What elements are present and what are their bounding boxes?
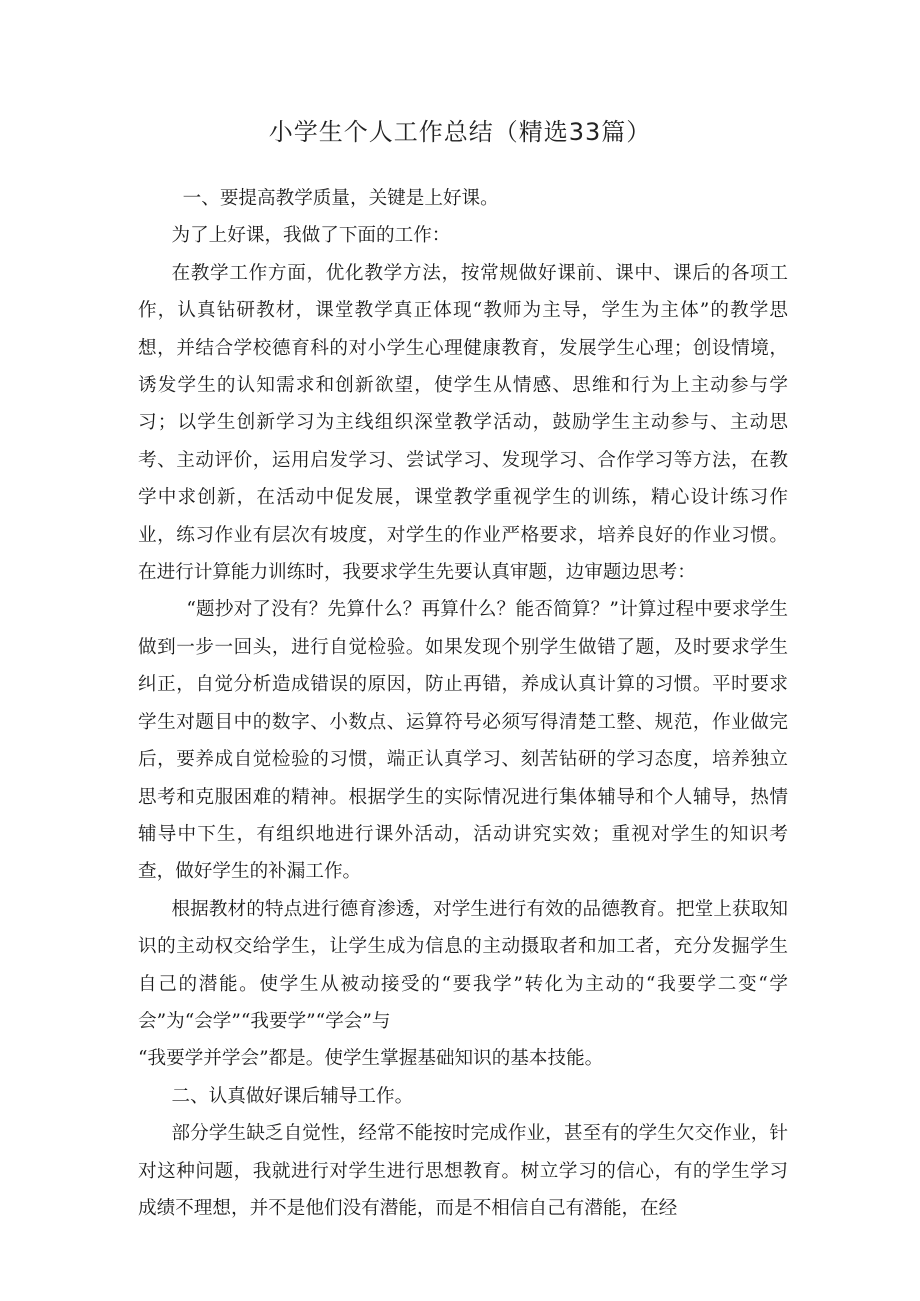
paragraph-heading-2: 二、认真做好课后辅导工作。 xyxy=(171,1085,414,1107)
paragraph: 根据教材的特点进行德育渗透，对学生进行有效的品德教育。把堂上获取知识的主动权交给学生，让学生成为信息的主动摄取者和加工者，充分发掘学生自己的潜能。使学生从被动接受的“要我学”转化为主动的“我要学二变“学会”为“会学”“我要学”“学会”与 xyxy=(138,898,788,1032)
paragraph: 在教学工作方面，优化教学方法，按常规做好课前、课中、课后的各项工作，认真钻研教材，课堂教学真正体现“教师为主导，学生为主体”的教学思想，并结合学校德育科的对小学生心理健康教育，发展学生心理；创设情境，诱发学生的认知需求和创新欲望，使学生从情感、思维和行为上主动参与学习；以学生创新学习为主线组织深堂教学活动，鼓励学生主动参与、主动思考、主动评价，运用启发学习、尝试学习、发现学习、合作学习等方法，在教学中求创新，在活动中促发展，课堂教学重视学生的训练，精心设计练习作业，练习作业有层次有坡度，对学生的作业严格要求，培养良好的作业习惯。在进行计算能力训练时，我要求学生先要认真审题，边审题边思考： xyxy=(138,262,788,584)
paragraph: 为了上好课，我做了下面的工作： xyxy=(171,225,451,247)
paragraph-heading-1: 一、要提高教学质量，关键是上好课。 xyxy=(182,188,499,209)
document-body xyxy=(138,180,788,1227)
document-title: 小学生个人工作总结（精选33篇） xyxy=(268,118,652,146)
paragraph: “题抄对了没有？先算什么？再算什么？能否简算？”计算过程中要求学生做到一步一回头，进行自觉检验。如果发现个别学生做错了题，及时要求学生纠正，自觉分析造成错误的原因，防止再错，养成认真计算的习惯。平时要求学生对题目中的数字、小数点、运算符号必须写得清楚工整、规范，作业做完后，要养成自觉检验的习惯，端正认真学习、刻苦钻研的学习态度，培养独立思考和克服困难的精神。根据学生的实际情况进行集体辅导和个人辅导，热情辅导中下生，有组织地进行课外活动，活动讲究实效；重视对学生的知识考查，做好学生的补漏工作。 xyxy=(138,599,788,883)
paragraph: “我要学并学会”都是。使学生掌握基础知识的基本技能。 xyxy=(138,1048,604,1070)
paragraph: 部分学生缺乏自觉性，经常不能按时完成作业，甚至有的学生欠交作业，针对这种问题，我就进行对学生进行思想教育。树立学习的信心，有的学生学习成绩不理想，并不是他们没有潜能，而是不相信自己有潜能，在经 xyxy=(138,1123,788,1219)
